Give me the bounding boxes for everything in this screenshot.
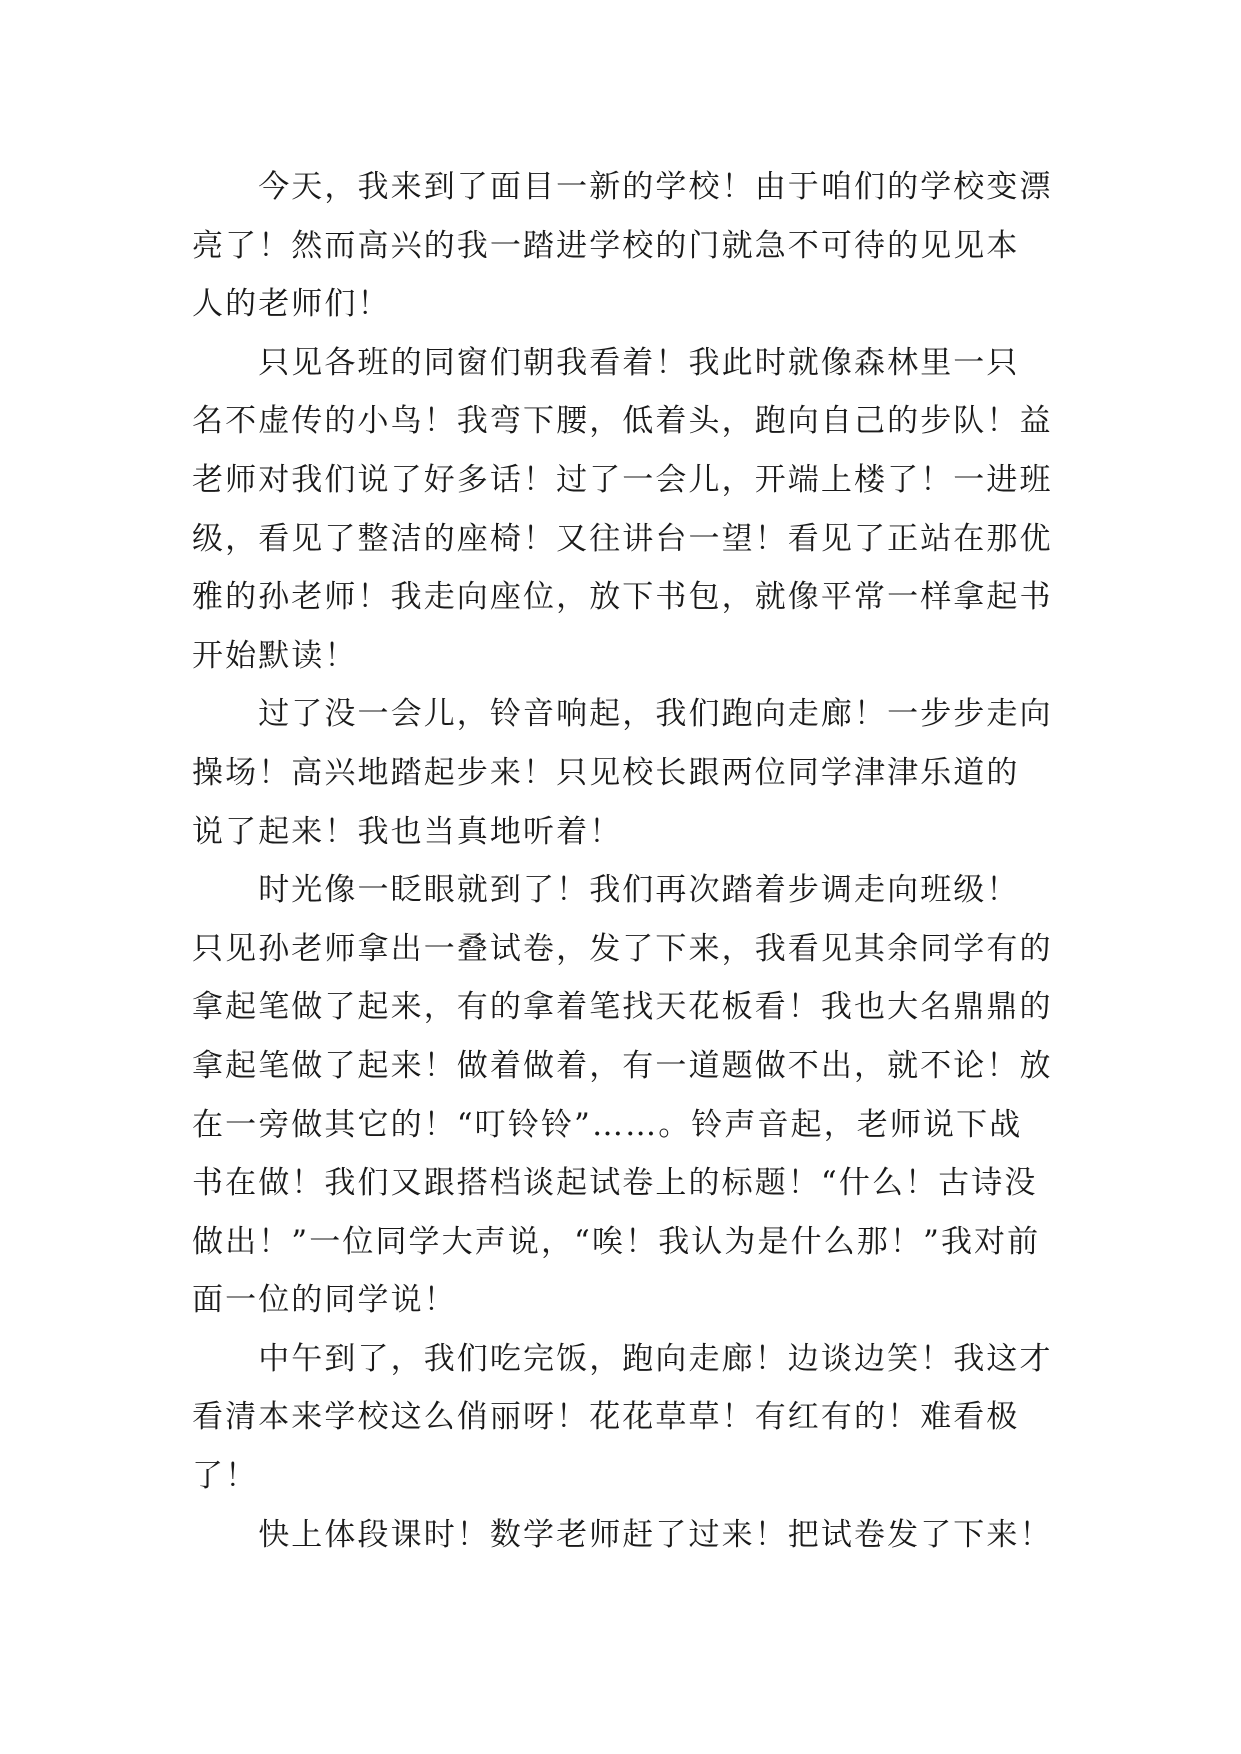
- text-line: 今天，我来到了面目一新的学校！由于咱们的学校变漂: [192, 169, 1053, 205]
- text-line: 拿起笔做了起来！做着做着，有一道题做不出，就不论！放: [192, 1047, 1053, 1084]
- text-line: 操场！高兴地踏起步来！只见校长跟两位同学津津乐道的: [192, 754, 1020, 791]
- text-line: 中午到了，我们吃完饭，跑向走廊！边谈边笑！我这才: [192, 1340, 1053, 1377]
- text-line: 老师对我们说了好多话！过了一会儿，开端上楼了！一进班: [192, 461, 1053, 498]
- text-line: 书在做！我们又跟搭档谈起试卷上的标题！“什么！古诗没: [192, 1165, 1038, 1202]
- text-line: 时光像一眨眼就到了！我们再次踏着步调走向班级！: [192, 872, 1020, 909]
- text-line: 只见各班的同窗们朝我看着！我此时就像森林里一只: [192, 344, 1020, 381]
- text-line: 开始默读！: [192, 637, 358, 674]
- text-line: 看清本来学校这么俏丽呀！花花草草！有红有的！难看极: [192, 1399, 1020, 1436]
- document-body: [192, 158, 1056, 1564]
- text-line: 说了起来！我也当真地听着！: [192, 813, 623, 850]
- text-line: 亮了！然而高兴的我一踏进学校的门就急不可待的见见本: [192, 227, 1020, 264]
- text-line: 级，看见了整洁的座椅！又往讲台一望！看见了正站在那优: [192, 520, 1053, 557]
- text-line: 只见孙老师拿出一叠试卷，发了下来，我看见其余同学有的: [192, 930, 1053, 967]
- text-line: 拿起笔做了起来，有的拿着笔找天花板看！我也大名鼎鼎的: [192, 989, 1053, 1026]
- text-line: 快上体段课时！数学老师赶了过来！把试卷发了下来！: [192, 1516, 1053, 1553]
- text-line: 雅的孙老师！我走向座位，放下书包，就像平常一样拿起书: [192, 579, 1053, 616]
- text-line: 做出！”一位同学大声说，“唉！我认为是什么那！”我对前: [192, 1223, 1041, 1260]
- text-line: 人的老师们！: [192, 286, 391, 323]
- text-line: 面一位的同学说！: [192, 1282, 457, 1319]
- text-line: 过了没一会儿，铃音响起，我们跑向走廊！一步步走向: [192, 696, 1053, 733]
- text-line: 了！: [192, 1458, 259, 1495]
- text-line: 名不虚传的小鸟！我弯下腰，低着头，跑向自己的步队！益: [192, 403, 1053, 440]
- text-line: 在一旁做其它的！“叮铃铃”……。铃声音起，老师说下战: [192, 1106, 1023, 1143]
